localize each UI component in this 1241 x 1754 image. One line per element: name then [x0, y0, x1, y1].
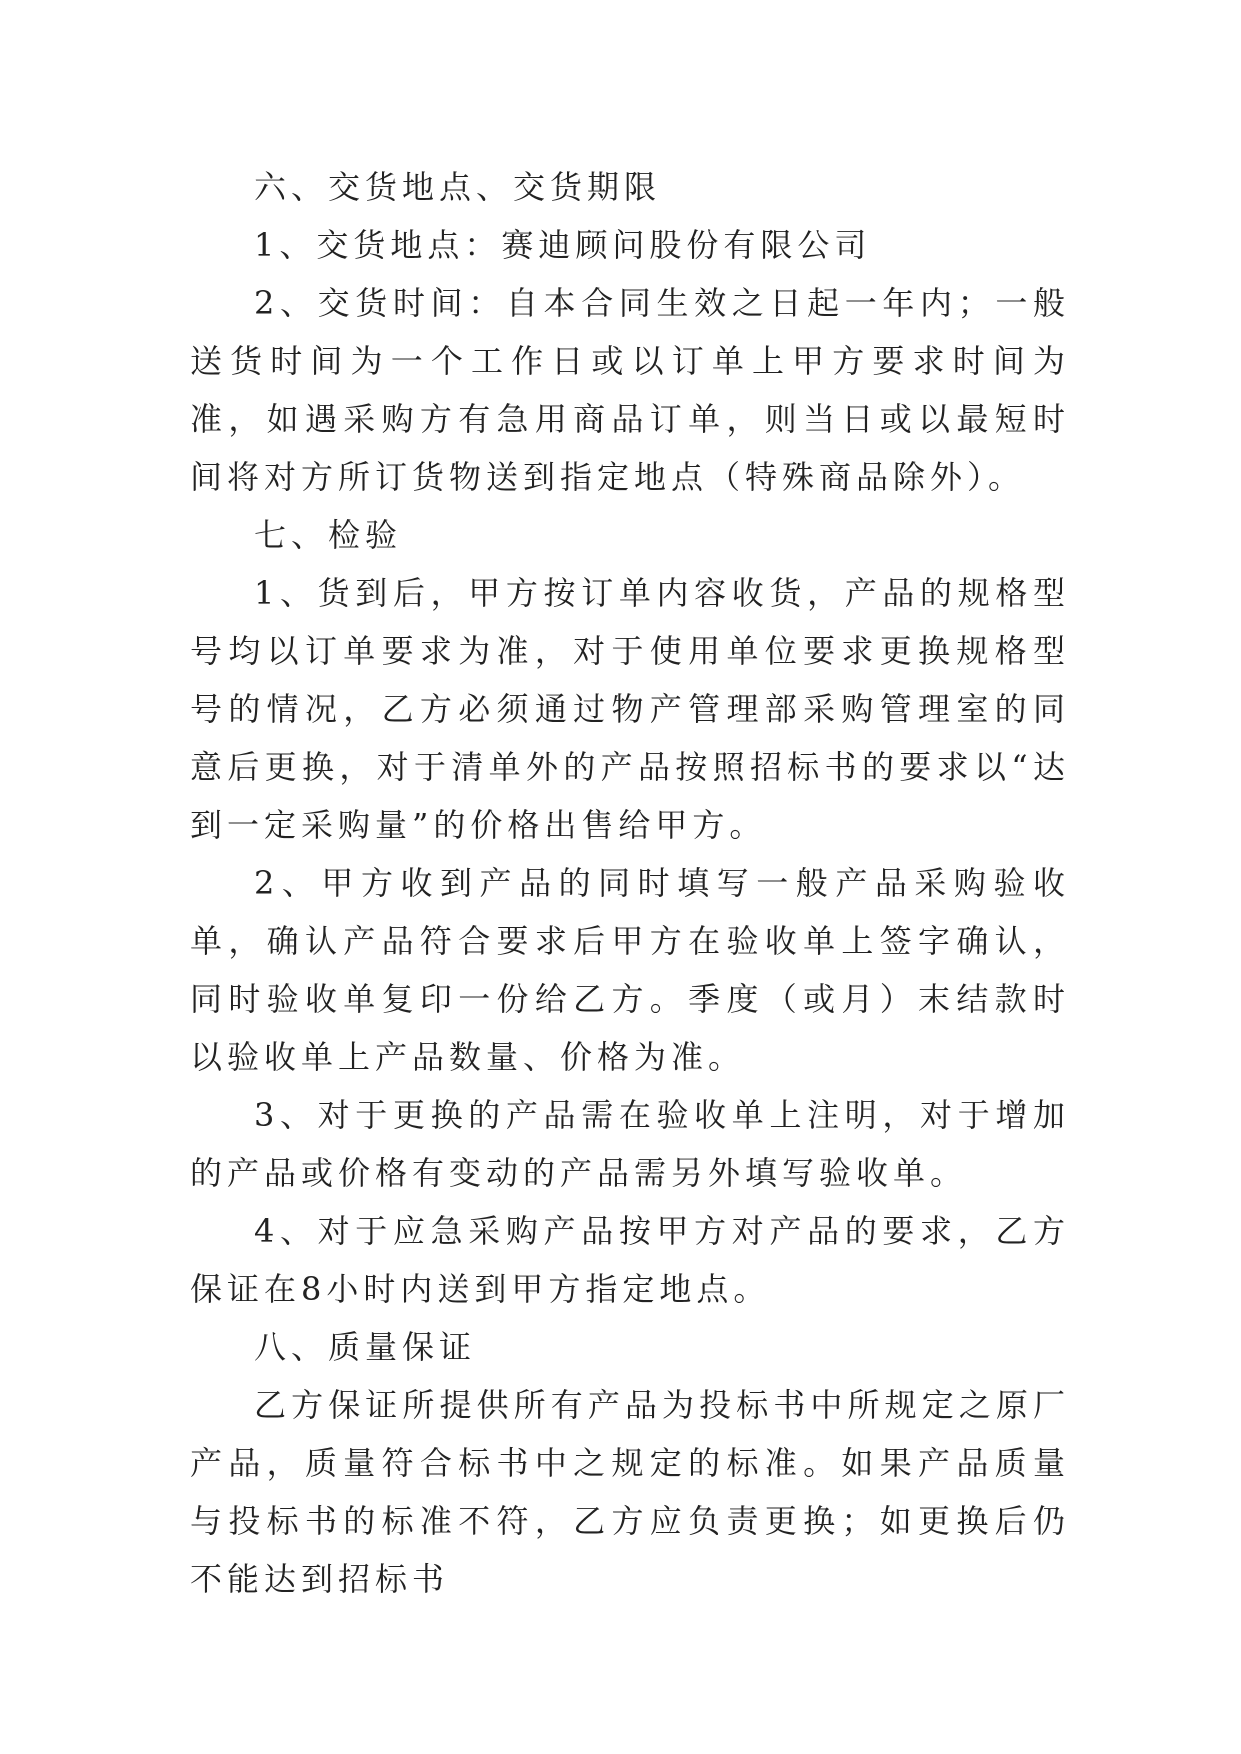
quality-paragraph: 乙方保证所提供所有产品为投标书中所规定之原厂产品，质量符合标书中之规定的标准。如果产品质量与投标书的标准不符，乙方应负责更换；如更换后仍不能达到招标书 [190, 1386, 1070, 1598]
inspection-paragraph-3: 3、对于更换的产品需在验收单上注明，对于增加的产品或价格有变动的产品需另外填写验收单。 [190, 1096, 1070, 1192]
inspection-paragraph-1: 1、货到后，甲方按订单内容收货，产品的规格型号均以订单要求为准，对于使用单位要求更换规格型号的情况，乙方必须通过物产管理部采购管理室的同意后更换，对于清单外的产品按照招标书的要求以“达到一定采购量”的价格出售给甲方。 [190, 574, 1070, 844]
delivery-location-paragraph: 1、交货地点：赛迪顾问股份有限公司 [254, 226, 872, 264]
delivery-time-paragraph: 2、交货时间：自本合同生效之日起一年内；一般送货时间为一个工作日或以订单上甲方要求时间为准，如遇采购方有急用商品订单，则当日或以最短时间将对方所订货物送到指定地点（特殊商品除外）。 [190, 284, 1070, 496]
section-heading-delivery: 六、交货地点、交货期限 [254, 168, 662, 206]
inspection-paragraph-4: 4、对于应急采购产品按甲方对产品的要求，乙方保证在8小时内送到甲方指定地点。 [190, 1212, 1070, 1308]
inspection-paragraph-2: 2、甲方收到产品的同时填写一般产品采购验收单，确认产品符合要求后甲方在验收单上签字确认，同时验收单复印一份给乙方。季度（或月）末结款时以验收单上产品数量、价格为准。 [190, 864, 1070, 1076]
document-body [190, 158, 1070, 1608]
section-heading-quality: 八、质量保证 [254, 1328, 477, 1366]
section-heading-inspection: 七、检验 [254, 516, 403, 554]
